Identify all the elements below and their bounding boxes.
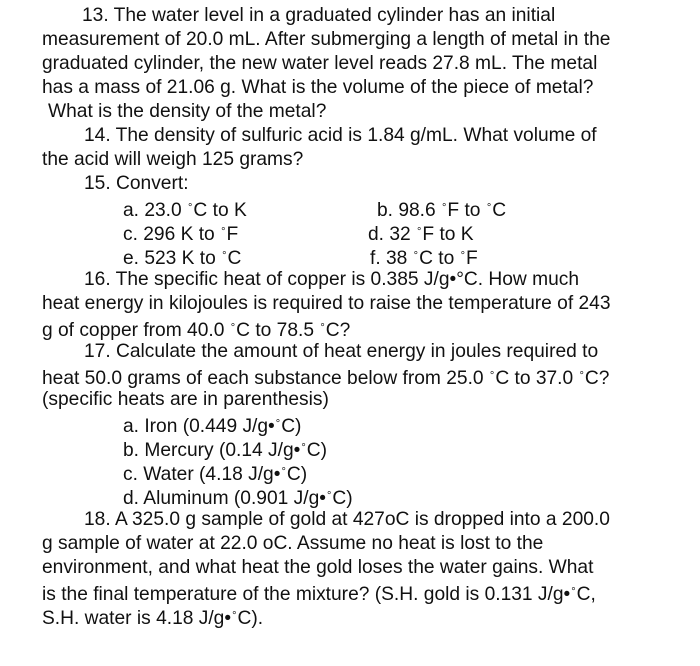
problem-17-item [123, 484, 353, 511]
problem-16-line-3 [42, 316, 350, 343]
problem-13-line-1: 13. The water level in a graduated cylinder has an initial [82, 5, 556, 26]
problem-17-line-2 [42, 364, 609, 391]
degree-symbol: ° [442, 202, 447, 214]
degree-symbol: ° [281, 466, 286, 478]
problem-18-line-1: 18. A 325.0 g sample of gold at 427oC is dropped into a 200.0 [84, 509, 610, 530]
problem-18-line-5b: C). [237, 608, 264, 629]
degree-symbol: ° [579, 370, 584, 382]
problem-15b-unit: F to [447, 200, 486, 221]
problem-16-line-2: heat energy in kilojoules is required to raise the temperature of 243 [42, 293, 611, 314]
problem-17-item-label: c. Water (4.18 J/g• [123, 464, 281, 485]
problem-15f-label: f. 38 [370, 248, 413, 269]
degree-symbol: ° [232, 610, 237, 622]
problem-15e-unit: C [227, 248, 242, 269]
problem-18-line-4b: C, [576, 584, 596, 605]
problem-15c-label: c. 296 K to [123, 224, 221, 245]
problem-18-line-5a: S.H. water is 4.18 J/g• [42, 608, 232, 629]
problem-17-line-1: 17. Calculate the amount of heat energy in joules required to [84, 341, 599, 362]
problem-16-line-3b: C to 78.5 [236, 320, 320, 341]
problem-16-line-1: 16. The specific heat of copper is 0.385 J/g•°C. How much [84, 269, 580, 290]
problem-15b-unit-2: C [492, 200, 507, 221]
problem-13-line-4: has a mass of 21.06 g. What is the volume of the piece of metal? [42, 77, 594, 98]
problem-17-item [123, 460, 307, 487]
degree-symbol: ° [275, 418, 281, 430]
problem-18-line-3: environment, and what heat the gold loses the water gains. What [42, 557, 594, 578]
problem-13-line-3: graduated cylinder, the new water level reads 27.8 mL. The metal [42, 53, 598, 74]
problem-18-line-2: g sample of water at 22.0 oC. Assume no heat is lost to the [42, 533, 544, 554]
problem-17-item-label: d. Aluminum (0.901 J/g• [123, 488, 326, 509]
problem-15a-label: a. 23.0 [123, 200, 188, 221]
degree-symbol: ° [413, 250, 419, 262]
degree-symbol: ° [188, 202, 193, 214]
degree-symbol: ° [489, 370, 495, 382]
problem-18-line-4a: is the final temperature of the mixture? (S.H. gold is 0.131 J/g• [42, 584, 571, 605]
problem-18-line-4 [42, 580, 596, 607]
degree-symbol: ° [221, 226, 226, 238]
problem-15d-label: d. 32 [368, 224, 417, 245]
degree-symbol: ° [301, 442, 306, 454]
degree-symbol: ° [571, 586, 576, 598]
problem-15f-unit-2: F [466, 248, 478, 269]
problem-15e-label: e. 523 K to [123, 248, 222, 269]
problem-14-line-2: the acid will weigh 125 grams? [42, 149, 304, 170]
degree-symbol: ° [320, 322, 325, 334]
problem-15-heading: 15. Convert: [84, 173, 189, 194]
problem-15f [370, 244, 478, 271]
problem-15d-unit: F to K [422, 224, 474, 245]
problem-15a [123, 196, 247, 223]
problem-17-item-end: C) [306, 440, 327, 461]
problem-17-line-3: (specific heats are in parenthesis) [42, 389, 329, 410]
problem-17-item-label: a. Iron (0.449 J/g• [123, 416, 275, 437]
problem-17-item [123, 436, 327, 463]
degree-symbol: ° [486, 202, 492, 214]
problem-13-line-5: What is the density of the metal? [48, 101, 327, 122]
problem-16-line-3c: C? [325, 320, 351, 341]
degree-symbol: ° [417, 226, 422, 238]
problem-14-line-1: 14. The density of sulfuric acid is 1.84 g/mL. What volume of [84, 125, 597, 146]
problem-17-item-end: C) [286, 464, 308, 485]
problem-15b [377, 196, 506, 223]
degree-symbol: ° [222, 250, 227, 262]
problem-15d [368, 220, 474, 247]
degree-symbol: ° [326, 490, 332, 502]
problem-15c [123, 220, 238, 247]
problem-17-item-end: C) [281, 416, 302, 437]
degree-symbol: ° [230, 322, 236, 334]
degree-symbol: ° [460, 250, 466, 262]
problem-17-line-2c: C? [584, 368, 610, 389]
problem-17-item-label: b. Mercury (0.14 J/g• [123, 440, 301, 461]
problem-16-line-3a: g of copper from 40.0 [42, 320, 230, 341]
problem-15e [123, 244, 241, 271]
problem-17-line-2a: heat 50.0 grams of each substance below from 25.0 [42, 368, 489, 389]
problem-15c-unit: F [226, 224, 239, 245]
problem-17-line-2b: C to 37.0 [495, 368, 579, 389]
problem-13-line-2: measurement of 20.0 mL. After submerging a length of metal in the [42, 29, 611, 50]
problem-18-line-5 [42, 604, 263, 631]
problem-15f-unit: C to [419, 248, 460, 269]
problem-17-item [123, 412, 301, 439]
problem-17-item-end: C) [332, 488, 353, 509]
problem-15b-label: b. 98.6 [377, 200, 442, 221]
problem-15a-unit: C to K [193, 200, 247, 221]
